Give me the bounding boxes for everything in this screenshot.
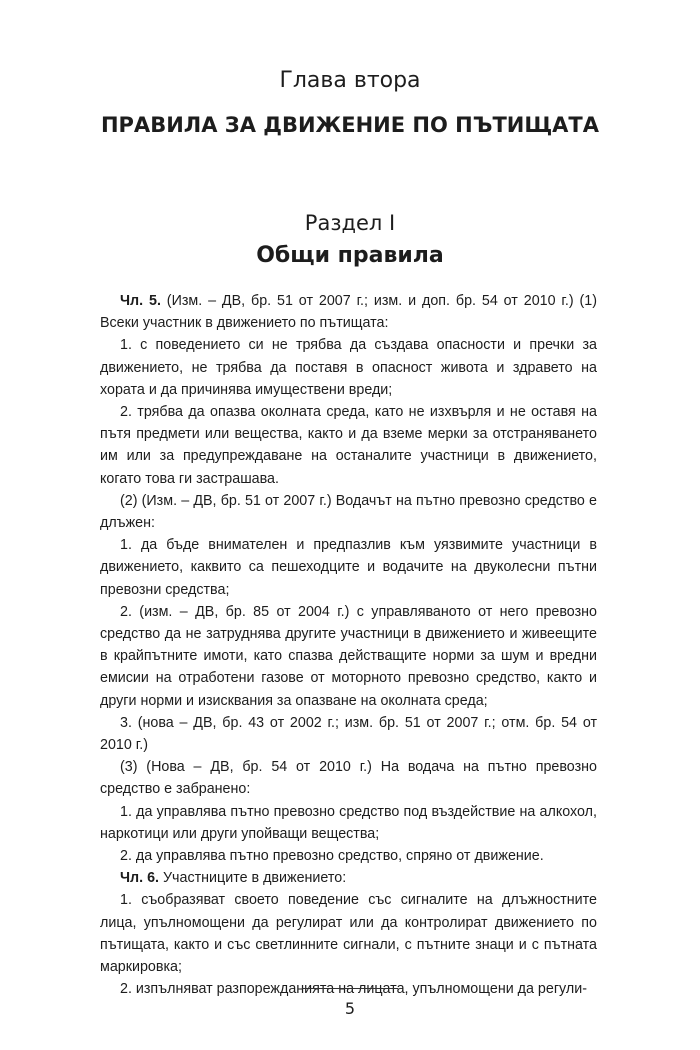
paragraph — [100, 889, 597, 978]
paragraph — [100, 756, 597, 800]
paragraph-text: 2. трябва да опазва околната среда, като не изхвърля и не оставя на пътя предмети или вещества, както и да вземе мерки за отстраняването им или за предупреждаване на останалите участници в движението, когато това ги застрашава. — [100, 404, 597, 487]
paragraph-text: 1. съобразяват своето поведение със сигналите на длъжностните лица, упълномощени да регулират или да контролират движението по пътищата, както и със светлинните сигнали, с пътните знаци и с пътната маркировка; — [100, 892, 597, 976]
paragraph — [100, 401, 597, 490]
chapter-label: Глава втора — [279, 68, 421, 93]
paragraph-text: 3. (нова – ДВ, бр. 43 от 2002 г.; изм. бр. 51 от 2007 г.; отм. бр. 54 от 2010 г.) — [100, 714, 597, 754]
paragraph — [100, 534, 597, 601]
article-number: Чл. 5. — [120, 293, 161, 309]
article-number: Чл. 6. — [120, 870, 159, 887]
paragraph — [100, 867, 597, 889]
paragraph — [100, 334, 597, 401]
paragraph-text: 1. да управлява пътно превозно средство под въздействие на алкохол, наркотици или други упойващи вещества; — [100, 803, 597, 842]
paragraph — [100, 601, 597, 712]
paragraph — [100, 845, 597, 867]
paragraph — [100, 490, 597, 534]
footer-divider — [302, 988, 398, 989]
section-label: Раздел I — [304, 211, 396, 235]
paragraph-text: 1. с поведението си не трябва да създава опасности и пречки за движението, не трябва да поставя в опасност живота и здравето на хората и да причинява имуществени вреди; — [100, 337, 597, 398]
paragraph-text: (2) (Изм. – ДВ, бр. 51 от 2007 г.) Водачът на пътно превозно средство е длъжен: — [100, 492, 597, 532]
paragraph-text: (Изм. – ДВ, бр. 51 от 2007 г.; изм. и доп. бр. 54 от 2010 г.) (1) Всеки участник в движението по пътищата: — [100, 293, 598, 332]
paragraph — [100, 712, 597, 756]
paragraph — [100, 801, 597, 845]
paragraph-text: (3) (Нова – ДВ, бр. 54 от 2010 г.) На водача на пътно превозно средство е забранено: — [100, 759, 597, 798]
paragraph-text: Участниците в движението: — [159, 870, 347, 887]
chapter-title: ПРАВИЛА ЗА ДВИЖЕНИЕ ПО ПЪТИЩАТА — [100, 113, 600, 137]
paragraph-text: 2. да управлява пътно превозно средство, спряно от движение. — [120, 848, 544, 865]
paragraph-text: 2. изпълняват разпорежданията на лицата, упълномощени да регули- — [120, 981, 587, 998]
page-number: 5 — [344, 999, 356, 1018]
article-body — [100, 290, 597, 1001]
section-title: Общи правила — [256, 243, 444, 268]
paragraph-text: 2. (изм. – ДВ, бр. 85 от 2004 г.) с управляваното от него превозно средство да не затруднява другите участници в движението и живеещите в крайпътните имоти, като спазва действащите норми за шум и вредни емисии на отработени газове от моторното превозно средство, както и други норми и изисквания за опазване на околната среда; — [100, 603, 597, 709]
paragraph-text: 1. да бъде внимателен и предпазлив към уязвимите участници в движението, каквито са пешеходците и водачите на двуколесни пътни превозни средства; — [100, 537, 597, 598]
paragraph — [100, 290, 597, 334]
